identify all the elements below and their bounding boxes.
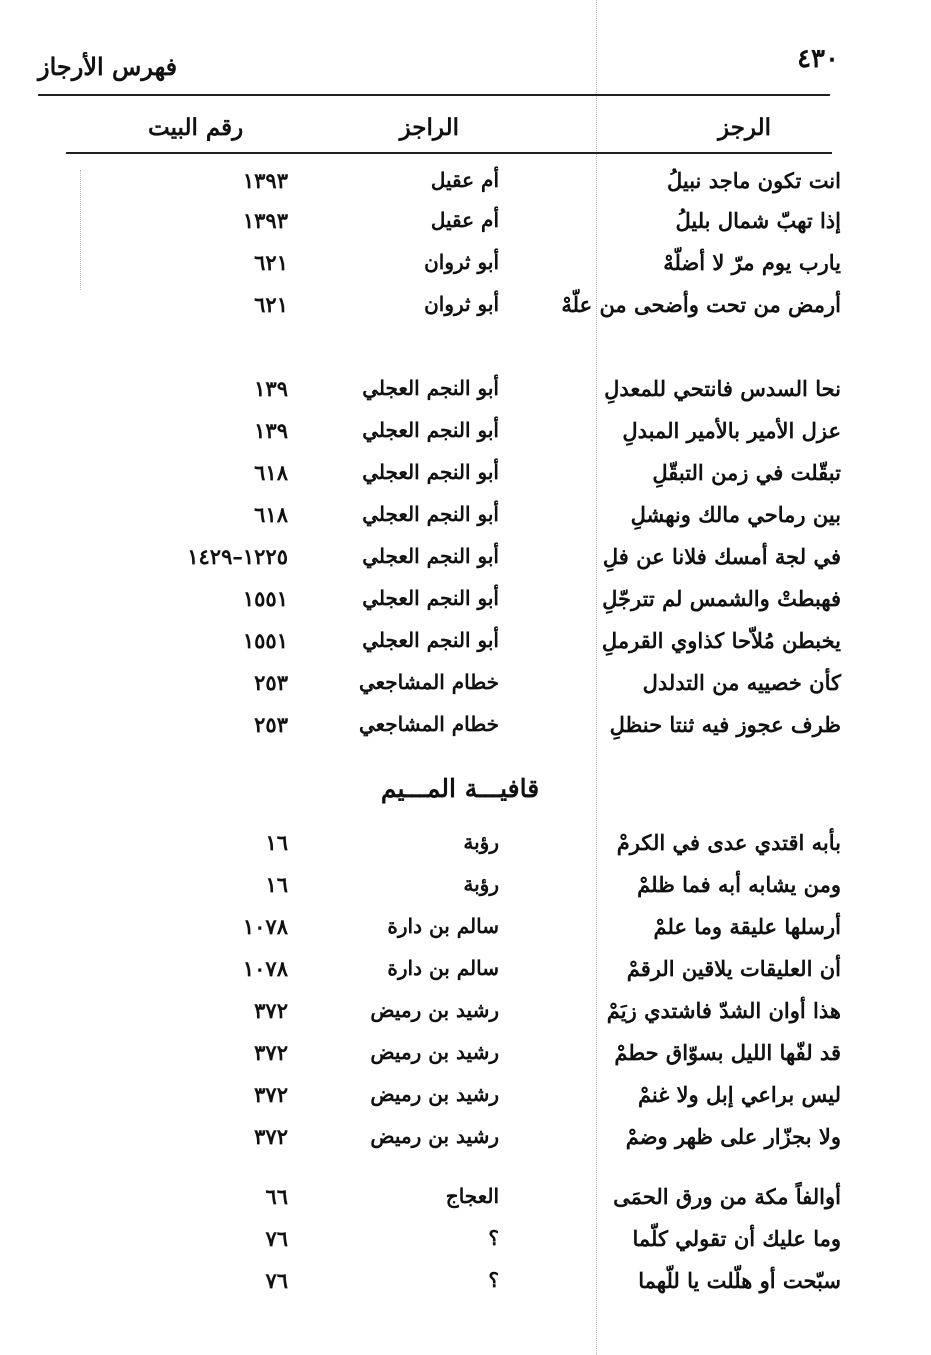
line-number-cell: ١٦	[265, 830, 288, 855]
table-row	[0, 544, 931, 584]
verse-cell: تبقّلت في زمن التبقّلِ	[652, 460, 841, 485]
line-number-cell: ١٣٩٣	[242, 168, 288, 193]
column-header-verse: الرجز	[718, 114, 771, 141]
line-number-cell: ٣٧٢	[254, 998, 288, 1023]
table-row	[0, 208, 931, 248]
page-number: ٤٣٠	[797, 44, 839, 74]
poet-cell: أبو النجم العجلي	[362, 502, 499, 526]
line-number-cell: ١٣٩	[254, 418, 288, 443]
line-number-cell: ١٠٧٨	[242, 914, 288, 939]
line-number-cell: ٣٧٢	[254, 1082, 288, 1107]
verse-cell: انت تكون ماجد نبيلُ	[666, 168, 841, 193]
line-number-cell: ١٥٥١	[242, 586, 288, 611]
poet-cell: أبو النجم العجلي	[362, 628, 499, 652]
table-row	[0, 250, 931, 290]
verse-cell: أن العليقات يلاقين الرقمْ	[626, 956, 841, 981]
line-number-cell: ٢٥٣	[254, 670, 288, 695]
line-number-cell: ١٦	[265, 872, 288, 897]
verse-cell: إذا تهبّ شمال بليلُ	[675, 208, 841, 233]
table-row	[0, 376, 931, 416]
line-number-cell: ٧٦	[265, 1268, 288, 1293]
poet-cell: أبو النجم العجلي	[362, 460, 499, 484]
table-row	[0, 914, 931, 954]
running-title: فهرس الأرجاز	[38, 52, 178, 81]
verse-cell: ظرف عجوز فيه ثنتا حنظلِ	[609, 712, 841, 737]
verse-cell: نحا السدس فانتحي للمعدلِ	[604, 376, 841, 401]
verse-cell: بأبه اقتدي عدى في الكرمْ	[616, 830, 841, 855]
table-row	[0, 670, 931, 710]
table-row	[0, 292, 931, 332]
table-row	[0, 586, 931, 626]
table-row	[0, 1268, 931, 1308]
poet-cell: أم عقيل	[430, 208, 499, 232]
poet-cell: أبو النجم العجلي	[362, 586, 499, 610]
verse-cell: وما عليك أن تقولي كلّما	[632, 1226, 841, 1251]
table-row	[0, 502, 931, 542]
poet-cell: أبو ثروان	[424, 292, 499, 316]
poet-cell: أبو النجم العجلي	[362, 376, 499, 400]
line-number-cell: ١٥٥١	[242, 628, 288, 653]
poet-cell: أبو النجم العجلي	[362, 418, 499, 442]
line-number-cell: ١٢٢٥–١٤٢٩	[187, 544, 288, 569]
verse-cell: بين رماحي مالك ونهشلِ	[630, 502, 841, 527]
table-row	[0, 628, 931, 668]
table-row	[0, 1226, 931, 1266]
table-row	[0, 1184, 931, 1224]
table-row	[0, 872, 931, 912]
verse-cell: أوالفاً مكة من ورق الحمَى	[613, 1184, 841, 1209]
line-number-cell: ١٣٩٣	[242, 208, 288, 233]
table-row	[0, 418, 931, 458]
verse-cell: ومن يشابه أبه فما ظلمْ	[637, 872, 841, 897]
line-number-cell: ١٣٩	[254, 376, 288, 401]
poet-cell: خطام المشاجعي	[358, 670, 499, 694]
poet-cell: ؟	[488, 1226, 499, 1250]
poet-cell: رشيد بن رميض	[370, 1040, 499, 1064]
poet-cell: خطام المشاجعي	[358, 712, 499, 736]
table-row	[0, 956, 931, 996]
header-rule	[38, 94, 830, 96]
verse-cell: ليس براعي إبل ولا غنمْ	[637, 1082, 841, 1107]
table-row	[0, 1124, 931, 1164]
poet-cell: رؤبة	[463, 872, 499, 896]
line-number-cell: ٢٥٣	[254, 712, 288, 737]
line-number-cell: ٦١٨	[254, 460, 288, 485]
verse-cell: هذا أوان الشدّ فاشتدي زيَمْ	[606, 998, 841, 1023]
verse-cell: أرسلها عليقة وما علمْ	[653, 914, 841, 939]
verse-cell: عزل الأمير بالأمير المبدلِ	[622, 418, 841, 443]
poet-cell: سالم بن دارة	[387, 914, 499, 938]
line-number-cell: ١٠٧٨	[242, 956, 288, 981]
line-number-cell: ٣٧٢	[254, 1124, 288, 1149]
line-number-cell: ٦٢١	[254, 250, 288, 275]
verse-cell: ولا بجزّار على ظهر وضمْ	[625, 1124, 841, 1149]
poet-cell: أم عقيل	[430, 168, 499, 192]
poet-cell: رشيد بن رميض	[370, 1124, 499, 1148]
poet-cell: رؤبة	[463, 830, 499, 854]
verse-cell: كأن خصييه من التدلدل	[642, 670, 841, 695]
verse-cell: في لجة أمسك فلانا عن فلِ	[602, 544, 841, 569]
line-number-cell: ٦١٨	[254, 502, 288, 527]
verse-cell: سبّحت أو هلّلت يا للّهما	[638, 1268, 841, 1293]
poet-cell: ؟	[488, 1268, 499, 1292]
poet-cell: أبو النجم العجلي	[362, 544, 499, 568]
table-row	[0, 830, 931, 870]
poet-cell: رشيد بن رميض	[370, 1082, 499, 1106]
line-number-cell: ٧٦	[265, 1226, 288, 1251]
table-row	[0, 168, 931, 208]
table-row	[0, 460, 931, 500]
table-row	[0, 1082, 931, 1122]
verse-cell: يخبطن مُلاّحا كذاوي القرملِ	[601, 628, 841, 653]
table-row	[0, 998, 931, 1038]
verse-cell: يارب يوم مرّ لا أضلّهْ	[663, 250, 841, 275]
column-header-rule	[66, 152, 832, 154]
line-number-cell: ٦٦	[265, 1184, 288, 1209]
poet-cell: رشيد بن رميض	[370, 998, 499, 1022]
section-heading: قافيـــة المـــيم	[380, 774, 540, 803]
poet-cell: العجاج	[445, 1184, 499, 1208]
table-row	[0, 1040, 931, 1080]
column-header-line-no: رقم البيت	[148, 114, 244, 141]
verse-cell: أرمض من تحت وأضحى من علّهْ	[561, 292, 841, 317]
table-row	[0, 712, 931, 752]
line-number-cell: ٦٢١	[254, 292, 288, 317]
poet-cell: سالم بن دارة	[387, 956, 499, 980]
line-number-cell: ٣٧٢	[254, 1040, 288, 1065]
poet-cell: أبو ثروان	[424, 250, 499, 274]
column-header-poet: الراجز	[399, 114, 459, 141]
verse-cell: فهبطتْ والشمس لم تترجّلِ	[602, 586, 841, 611]
verse-cell: قد لفّها الليل بسوّاق حطمْ	[614, 1040, 841, 1065]
